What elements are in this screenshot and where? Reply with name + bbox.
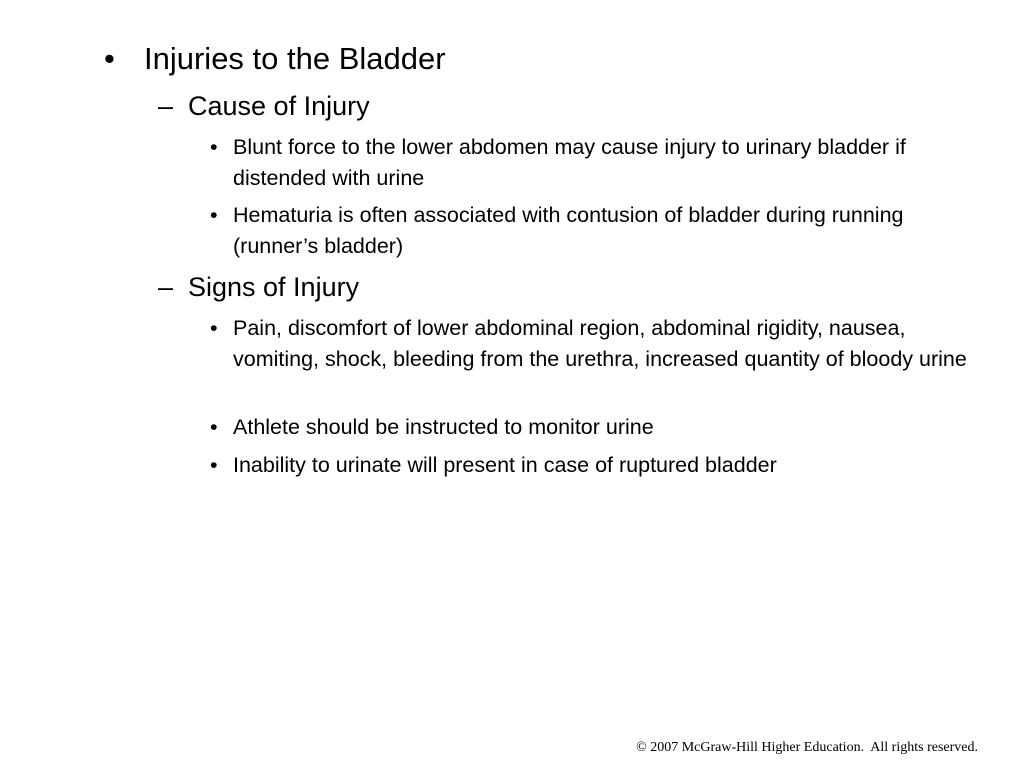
list-item (210, 313, 970, 375)
list-item (210, 450, 970, 481)
list-item (210, 412, 970, 443)
bullet-icon: • (104, 41, 115, 76)
bullet-icon: • (210, 453, 218, 477)
bullet-icon: • (210, 415, 218, 439)
section-heading-signs (158, 270, 359, 304)
bullet-icon: • (210, 203, 218, 227)
bullet-icon: • (210, 316, 218, 340)
list-item-text: Blunt force to the lower abdomen may cause injury to urinary bladder if distended with urine (233, 135, 906, 190)
dash-icon: – (158, 272, 174, 302)
slide-title: Injuries to the Bladder (144, 41, 446, 76)
list-item-text: Athlete should be instructed to monitor urine (233, 415, 654, 439)
copyright-footer: © 2007 McGraw-Hill Higher Education. All rights reserved. (636, 740, 978, 755)
list-item (210, 132, 970, 194)
slide-title-bullet (104, 40, 446, 78)
section-heading: Signs of Injury (188, 272, 360, 302)
bullet-icon: • (210, 135, 218, 159)
list-item (210, 200, 970, 262)
list-item-text: Pain, discomfort of lower abdominal region, abdominal rigidity, nausea, vomiting, shock, bleeding from the urethra, increased quantity of bloody urine (233, 316, 967, 371)
list-item-text: Hematuria is often associated with contusion of bladder during running (runner’s bladder) (233, 203, 904, 258)
list-item-text: Inability to urinate will present in case of ruptured bladder (233, 453, 777, 477)
section-heading: Cause of Injury (188, 91, 370, 121)
dash-icon: – (158, 91, 174, 121)
section-heading-cause (158, 89, 370, 123)
